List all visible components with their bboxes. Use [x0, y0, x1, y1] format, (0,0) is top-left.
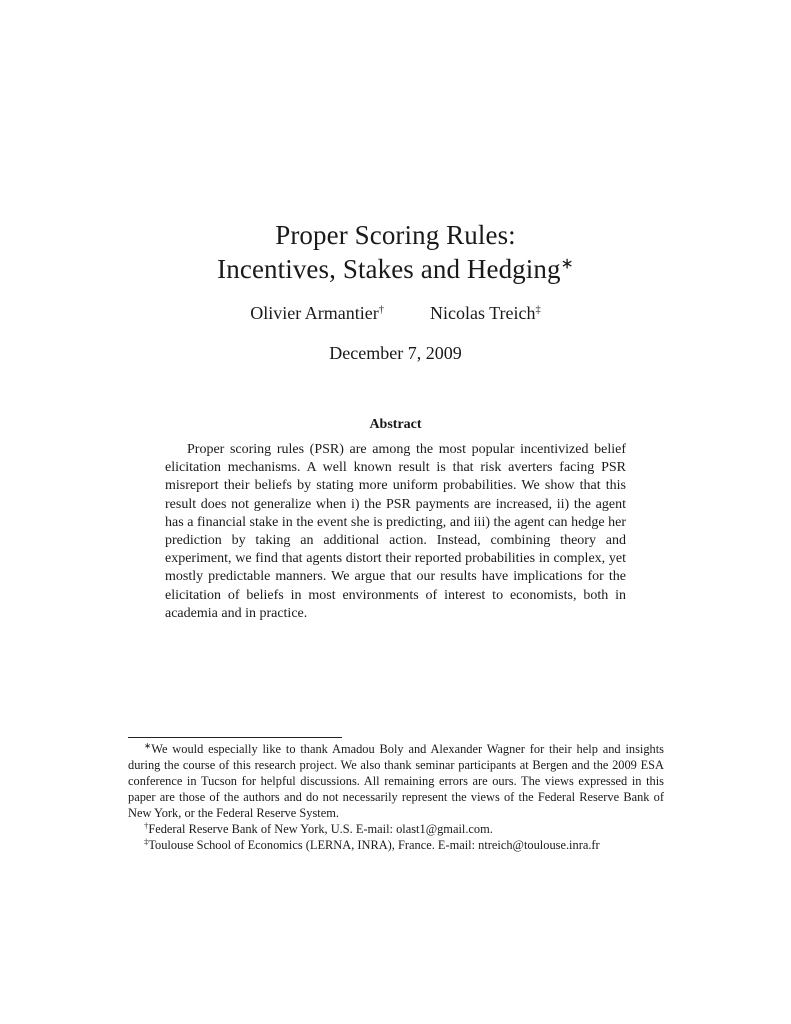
- paper-date: December 7, 2009: [329, 343, 462, 363]
- abstract-text: Proper scoring rules (PSR) are among the most popular incentivized belief elicitation mechanisms. A well known result is that risk averters facing PSR misreport their beliefs by stating more uniform probabilities. We show that this result does not generalize when i) the PSR payments are increased, ii) the agent has a financial stake in the event she is predicting, and iii) the agent can hedge her prediction by taking an additional action. Instead, combining theory and experiment, we find that agents distort their reported probabilities in complex, yet mostly predictable manners. We argue that our results have implications for the elicitation of beliefs in most environments of interest to economists, both in academia and in practice.: [165, 442, 626, 621]
- author-footnote-mark: †: [378, 304, 384, 316]
- footnote-text: Federal Reserve Bank of New York, U.S. E-mail: olast1@gmail.com.: [148, 822, 493, 836]
- footnote-mark: ‡: [144, 836, 149, 847]
- abstract-heading: Abstract: [369, 417, 422, 432]
- author-armantier: [250, 303, 384, 324]
- author-footnote-mark: ‡: [535, 304, 541, 316]
- title-footnote-mark: ∗: [560, 255, 574, 273]
- footnote-affiliation-treich: [128, 837, 664, 853]
- paper-title: [0, 218, 791, 286]
- footnote-divider: [128, 737, 342, 738]
- footnote-mark: †: [144, 820, 149, 831]
- author-list: [0, 303, 791, 324]
- footnote-acknowledgements: [128, 741, 664, 821]
- footnote-text: Toulouse School of Economics (LERNA, INRA), France. E-mail: ntreich@toulouse.inra.fr: [148, 838, 600, 852]
- author-name: Nicolas Treich: [429, 303, 536, 323]
- title-line-1: Proper Scoring Rules:: [275, 220, 516, 250]
- author-treich: [430, 303, 541, 324]
- author-name: Olivier Armantier: [250, 303, 379, 323]
- footnote-affiliation-armantier: [128, 821, 664, 837]
- footnote-text: We would especially like to thank Amadou Boly and Alexander Wagner for their help and insights during the course of this research project. We also thank seminar participants at Bergen and the 2009 ESA conference in Tucson for helpful discussions. All remaining errors are ours. The views expressed in this paper are those of the authors and do not necessarily represent the views of the Federal Reserve Bank of New York, or the Federal Reserve System.: [128, 742, 664, 820]
- footnote-mark: ∗: [144, 740, 152, 751]
- title-line-2-text: Incentives, Stakes and Hedging: [217, 254, 561, 284]
- footnotes: [128, 741, 664, 853]
- title-line-2: [0, 252, 791, 286]
